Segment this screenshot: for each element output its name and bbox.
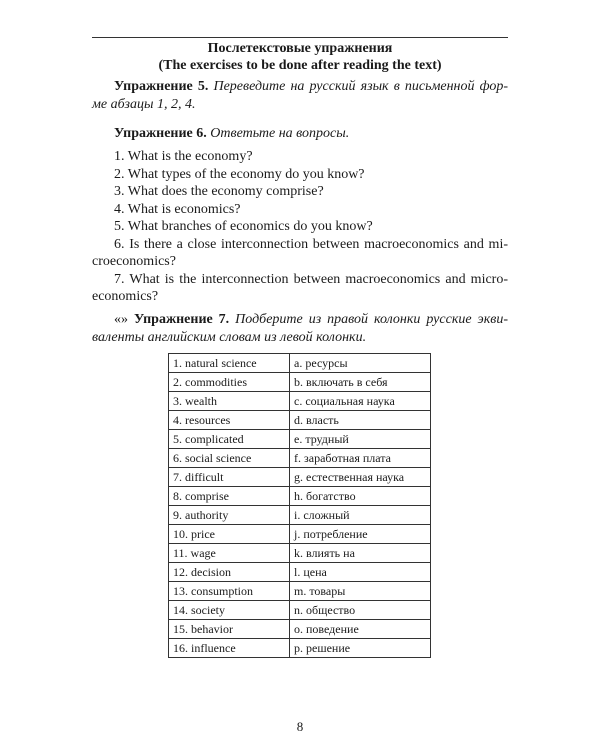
russian-equivalent: e. трудный [290, 430, 431, 449]
page-number: 8 [296, 719, 304, 734]
table-row [169, 620, 431, 639]
russian-equivalent: k. влиять на [290, 544, 431, 563]
exercise-7 [92, 311, 508, 346]
russian-equivalent: f. заработная плата [290, 449, 431, 468]
english-term: 3. wealth [169, 392, 290, 411]
table-row [169, 430, 431, 449]
english-term: 13. consumption [169, 582, 290, 601]
exercise-5-text-line1: Переведите на русский язык в письменной фор- [213, 79, 508, 94]
exercise-5 [92, 78, 508, 113]
exercise-6-label: Упражнение 6. [114, 126, 207, 141]
russian-equivalent: a. ресурсы [290, 354, 431, 373]
question-1: 1. What is the economy? [114, 149, 253, 164]
section-heading-russian: Послетекстовые упражнения [207, 41, 393, 56]
english-term: 7. difficult [169, 468, 290, 487]
question-7: 7. What is the interconnection between macroeconomics and micro-economics? [92, 271, 508, 304]
english-term: 6. social science [169, 449, 290, 468]
vocabulary-table-body [169, 354, 431, 658]
russian-equivalent: j. потребление [290, 525, 431, 544]
table-row [169, 354, 431, 373]
table-row [169, 373, 431, 392]
english-term: 1. natural science [169, 354, 290, 373]
exercise-7-marker: «» [114, 312, 128, 327]
russian-equivalent: b. включать в себя [290, 373, 431, 392]
english-term: 11. wage [169, 544, 290, 563]
russian-equivalent: h. богатство [290, 487, 431, 506]
russian-equivalent: d. власть [290, 411, 431, 430]
top-rule [92, 37, 508, 38]
english-term: 10. price [169, 525, 290, 544]
table-row [169, 544, 431, 563]
english-term: 16. influence [169, 639, 290, 658]
table-row [169, 468, 431, 487]
section-heading-english: (The exercises to be done after reading the text) [158, 58, 442, 73]
english-term: 5. complicated [169, 430, 290, 449]
russian-equivalent: n. общество [290, 601, 431, 620]
english-term: 8. comprise [169, 487, 290, 506]
russian-equivalent: l. цена [290, 563, 431, 582]
table-row [169, 506, 431, 525]
exercise-5-text-line2: ме абзацы 1, 2, 4. [92, 96, 196, 112]
exercise-7-label: Упражнение 7. [133, 312, 230, 327]
russian-equivalent: c. социальная наука [290, 392, 431, 411]
russian-equivalent: g. естественная наука [290, 468, 431, 487]
english-term: 12. decision [169, 563, 290, 582]
exercise-5-label: Упражнение 5. [114, 79, 209, 94]
question-3: 3. What does the economy comprise? [114, 184, 324, 199]
vocabulary-table [168, 353, 431, 658]
russian-equivalent: o. поведение [290, 620, 431, 639]
exercise-7-text: Подберите из правой колонки русские экви-валенты английским словам из левой колонки. [92, 312, 509, 345]
table-row [169, 411, 431, 430]
russian-equivalent: i. сложный [290, 506, 431, 525]
question-2: 2. What types of the economy do you know? [114, 166, 365, 182]
table-row [169, 392, 431, 411]
russian-equivalent: p. решение [290, 639, 431, 658]
english-term: 4. resources [169, 411, 290, 430]
question-4: 4. What is economics? [114, 201, 241, 217]
english-term: 14. society [169, 601, 290, 620]
table-row [169, 449, 431, 468]
table-row [169, 582, 431, 601]
exercise-6 [92, 125, 508, 143]
question-5: 5. What branches of economics do you know? [114, 219, 373, 234]
russian-equivalent: m. товары [290, 582, 431, 601]
table-row [169, 563, 431, 582]
exercise-6-text: Ответьте на вопросы. [210, 126, 350, 141]
question-6: 6. Is there a close interconnection between macroeconomics and mi-croeconomics? [92, 236, 508, 269]
english-term: 15. behavior [169, 620, 290, 639]
table-row [169, 487, 431, 506]
english-term: 2. commodities [169, 373, 290, 392]
english-term: 9. authority [169, 506, 290, 525]
table-row [169, 525, 431, 544]
table-row [169, 601, 431, 620]
table-row [169, 639, 431, 658]
